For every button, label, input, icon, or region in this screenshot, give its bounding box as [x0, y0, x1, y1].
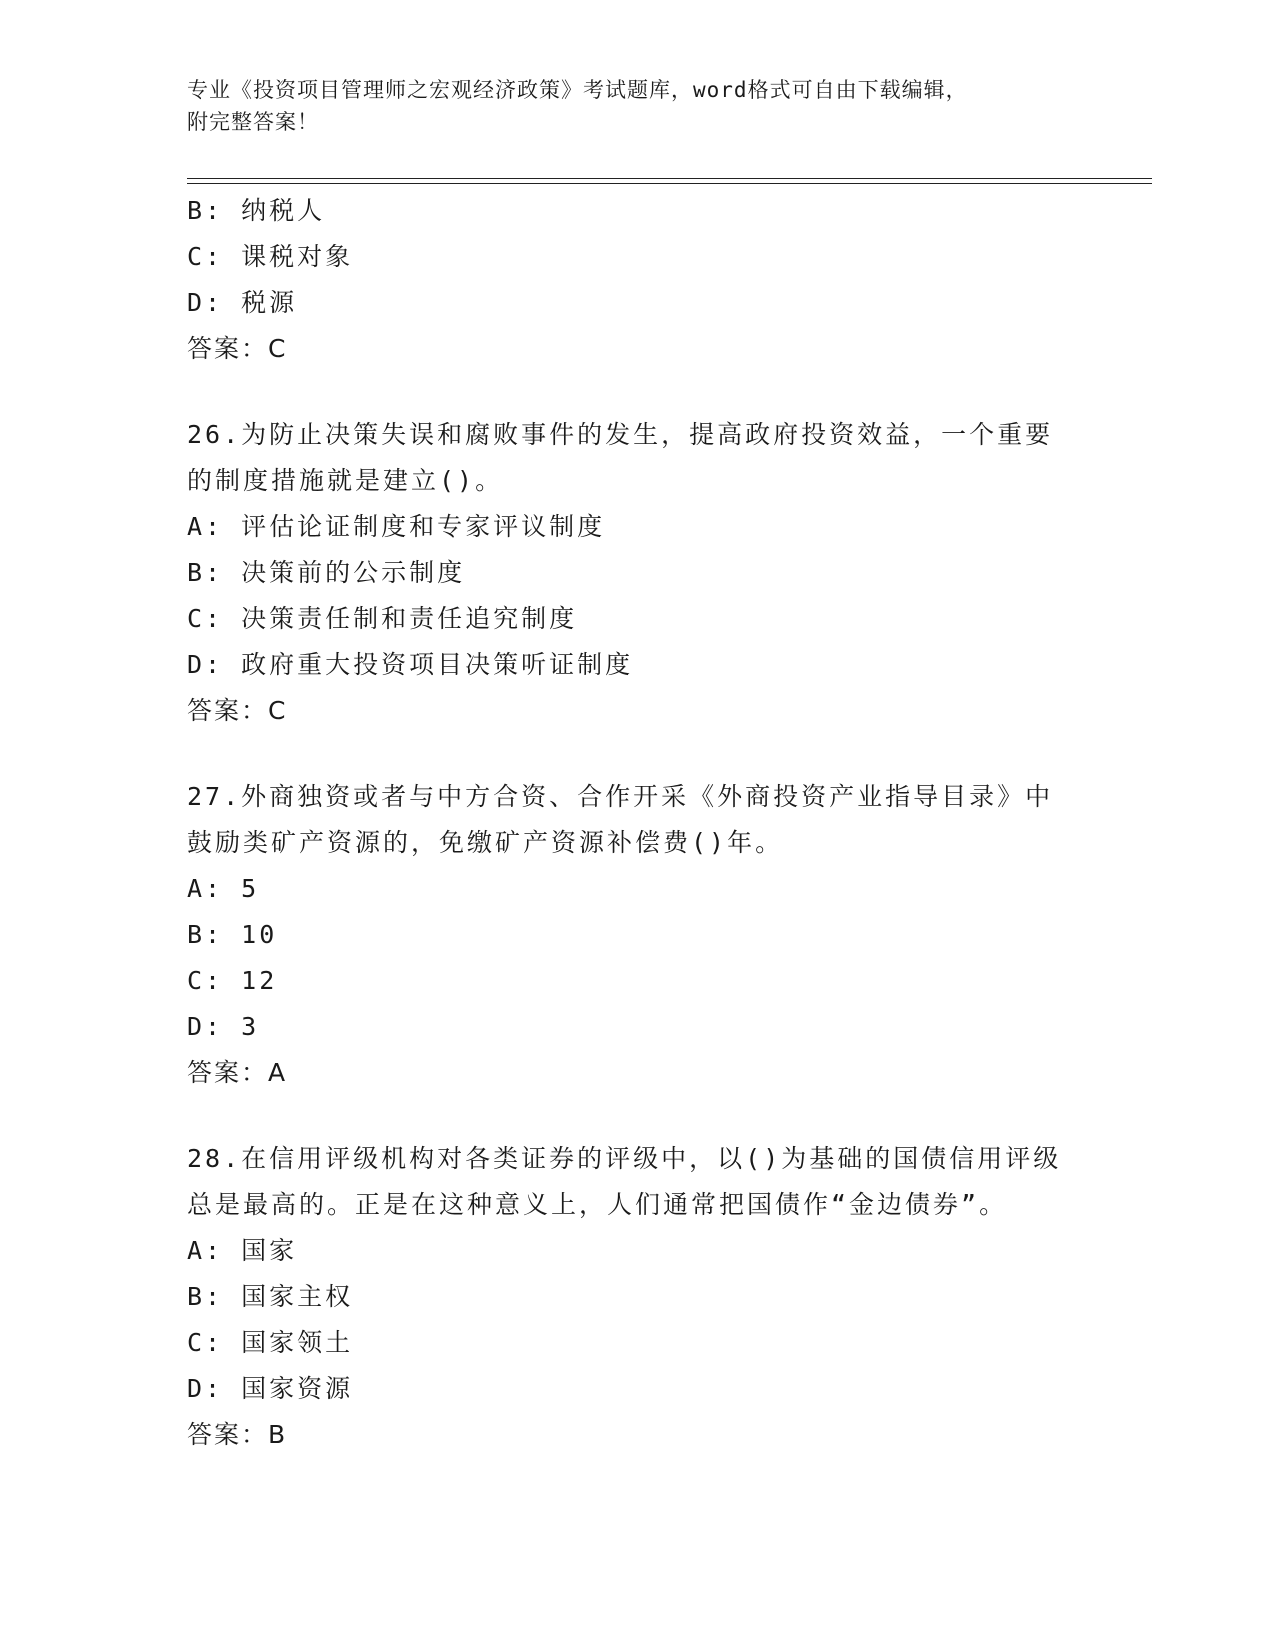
answer-line: 答案：C — [187, 696, 288, 725]
header-line-1: 专业《投资项目管理师之宏观经济政策》考试题库，word格式可自由下载编辑， — [187, 78, 968, 102]
option-c: C: 决策责任制和责任追究制度 — [187, 604, 578, 633]
option-c: C: 课税对象 — [187, 242, 354, 271]
question-26 — [187, 412, 1087, 734]
option-b: B: 国家主权 — [187, 1282, 354, 1311]
option-a: A: 国家 — [187, 1236, 298, 1265]
option-d: D: 政府重大投资项目决策听证制度 — [187, 650, 634, 679]
answer-line: 答案：B — [187, 1420, 288, 1449]
option-d: D: 3 — [187, 1012, 260, 1041]
question-stem-line-1: 26.为防止决策失误和腐败事件的发生，提高政府投资效益，一个重要 — [187, 420, 1054, 449]
option-b: B: 纳税人 — [187, 196, 326, 225]
option-b: B: 决策前的公示制度 — [187, 558, 466, 587]
answer-line: 答案：C — [187, 334, 288, 363]
option-b: B: 10 — [187, 920, 278, 949]
question-stem-line-2: 总是最高的。正是在这种意义上，人们通常把国债作“金边债券”。 — [187, 1190, 1008, 1219]
question-stem-line-2: 鼓励类矿产资源的，免缴矿产资源补偿费()年。 — [187, 828, 784, 857]
option-a: A: 评估论证制度和专家评议制度 — [187, 512, 606, 541]
header-line-2: 附完整答案！ — [187, 110, 319, 134]
continued-question — [187, 188, 1087, 372]
answer-line: 答案：A — [187, 1058, 288, 1087]
question-28 — [187, 1136, 1087, 1458]
header-divider-top — [187, 178, 1152, 179]
question-27 — [187, 774, 1087, 1096]
option-a: A: 5 — [187, 874, 260, 903]
option-d: D: 国家资源 — [187, 1374, 354, 1403]
option-c: C: 国家领土 — [187, 1328, 354, 1357]
option-d: D: 税源 — [187, 288, 298, 317]
question-stem-line-1: 27.外商独资或者与中方合资、合作开采《外商投资产业指导目录》中 — [187, 782, 1054, 811]
question-content — [187, 188, 1087, 1458]
header-divider-bottom — [187, 183, 1152, 184]
question-stem-line-2: 的制度措施就是建立()。 — [187, 466, 504, 495]
question-stem-line-1: 28.在信用评级机构对各类证券的评级中，以()为基础的国债信用评级 — [187, 1144, 1062, 1173]
option-c: C: 12 — [187, 966, 278, 995]
document-header — [187, 74, 1087, 138]
